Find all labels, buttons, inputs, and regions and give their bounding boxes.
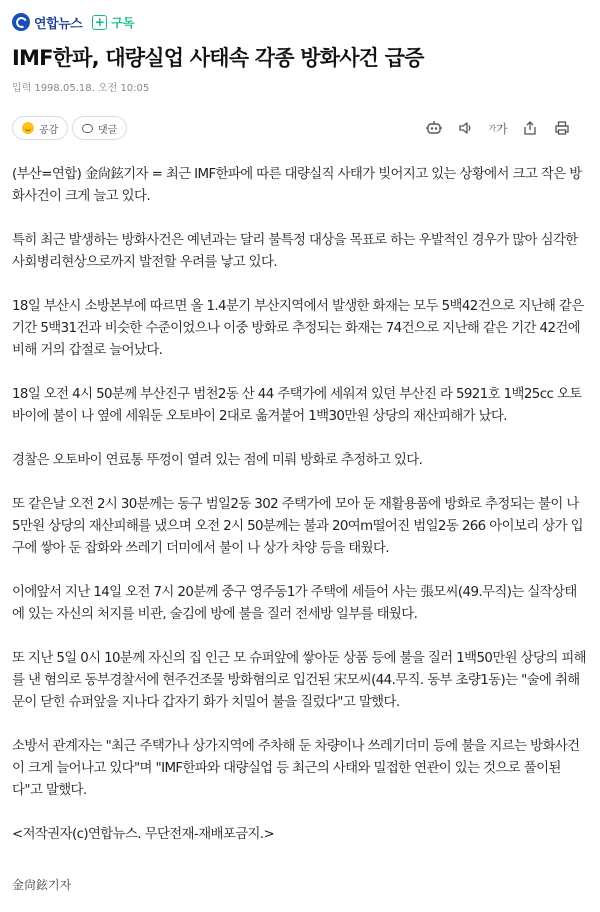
speaker-icon [458, 120, 474, 136]
comment-button[interactable] [72, 116, 127, 140]
article-paragraph: 경찰은 오토바이 연료통 뚜껑이 열려 있는 점에 미뤄 방화로 추정하고 있다. [12, 453, 423, 468]
article-paragraph: 18일 오전 4시 50분께 부산진구 범천2동 산 44 주택가에 세워져 있던 부산진 라 5921호 1백25cc 오토바이에 불이 나 옆에 세워둔 오토바이 2대로 옮겨붙어 1백30만원 상당의 재산피해가 났다. [12, 387, 582, 424]
listen-button[interactable] [450, 119, 482, 137]
subscribe-label: 구독 [111, 15, 135, 30]
article-toolbar [418, 119, 578, 137]
article-body [12, 164, 588, 868]
share-icon [522, 120, 538, 136]
reporter-byline[interactable]: 金尙鉉기자 [12, 878, 72, 892]
article-paragraph: 소방서 관계자는 "최근 주택가나 상가지역에 주차해 둔 차량이나 쓰레기더미 등에 불을 지르는 방화사건이 크게 늘어나고 있다"며 "IMF한파와 대량실업 등 최근의 사태와 밀접한 연관이 있는 것으로 풀이된다"고 말했다. [12, 739, 580, 798]
like-button[interactable] [12, 116, 68, 140]
article-date [12, 79, 149, 94]
print-button[interactable] [546, 119, 578, 137]
robot-icon [425, 120, 443, 136]
copyright-notice: <저작권자(c)연합뉴스. 무단전재-재배포금지.> [12, 827, 275, 842]
article-paragraph: 특히 최근 발생하는 방화사건은 예년과는 달리 불특정 대상을 목표로 하는 우발적인 경우가 많아 심각한 사회병리현상으로까지 발전할 우려를 낳고 있다. [12, 233, 578, 270]
font-size-button[interactable] [482, 119, 514, 137]
smile-icon [22, 122, 34, 134]
article-paragraph: 또 같은날 오전 2시 30분께는 동구 범일2동 302 주택가에 모아 둔 재활용품에 방화로 추정되는 불이 나 5만원 상당의 재산피해를 냈으며 오전 2시 50분께는 불과 20여m떨어진 범일2동 266 아이보리 상가 입구에 쌓아 둔 잡화와 쓰레기 더미에서 불이 나 상가 차양 등을 태웠다. [12, 497, 583, 556]
article-paragraph: 또 지난 5일 0시 10분께 자신의 집 인근 모 슈퍼앞에 쌓아둔 상품 등에 불을 질러 1백50만원 상당의 피해를 낸 혐의로 동부경찰서에 현주건조물 방화혐의로 입건된 宋모씨(44.무직. 동부 초량1동)는 "술에 취해 문이 닫힌 슈퍼앞을 지나다 갑자기 화가 치밀어 불을 질렀다"고 말했다. [12, 651, 587, 710]
date-label: 입력 [12, 83, 32, 94]
article-paragraph: 18일 부산시 소방본부에 따르면 올 1.4분기 부산지역에서 발생한 화재는 모두 5백42건으로 지난해 같은 기간 5백31건과 비슷한 수준이었으나 이중 방화로 추정되는 화재는 74건으로 지난해 같은 기간 42건에 비해 거의 갑절로 늘어났다. [12, 299, 584, 358]
press-logo-icon [12, 13, 30, 31]
article-paragraph: (부산=연합) 金尙鉉기자 = 최근 IMF한파에 따른 대량실직 사태가 빚어지고 있는 상황에서 크고 작은 방화사건이 크게 늘고 있다. [12, 167, 582, 204]
font-size-icon: 가 [488, 123, 497, 133]
press-logo[interactable] [12, 13, 82, 32]
comment-icon [82, 124, 93, 133]
print-icon [554, 120, 570, 136]
article-paragraph: 이에앞서 지난 14일 오전 7시 20분께 중구 영주동1가 주택에 세들어 사는 張모씨(49.무직)는 실작상태에 있는 자신의 처지를 비관, 술김에 방에 불을 질러 전세방 일부를 태웠다. [12, 585, 577, 622]
plus-icon: + [92, 15, 107, 30]
article-title: IMF한파, 대량실업 사태속 각종 방화사건 급증 [12, 46, 424, 70]
font-size-label: 가 [496, 121, 508, 136]
press-header [12, 10, 134, 34]
date-value: 1998.05.18. 오전 10:05 [34, 83, 150, 94]
summary-bot-button[interactable] [418, 119, 450, 137]
comment-label: 댓글 [98, 124, 118, 136]
subscribe-button[interactable] [92, 14, 134, 31]
press-name: 연합뉴스 [34, 16, 83, 32]
like-label: 공감 [39, 124, 59, 136]
share-button[interactable] [514, 119, 546, 137]
